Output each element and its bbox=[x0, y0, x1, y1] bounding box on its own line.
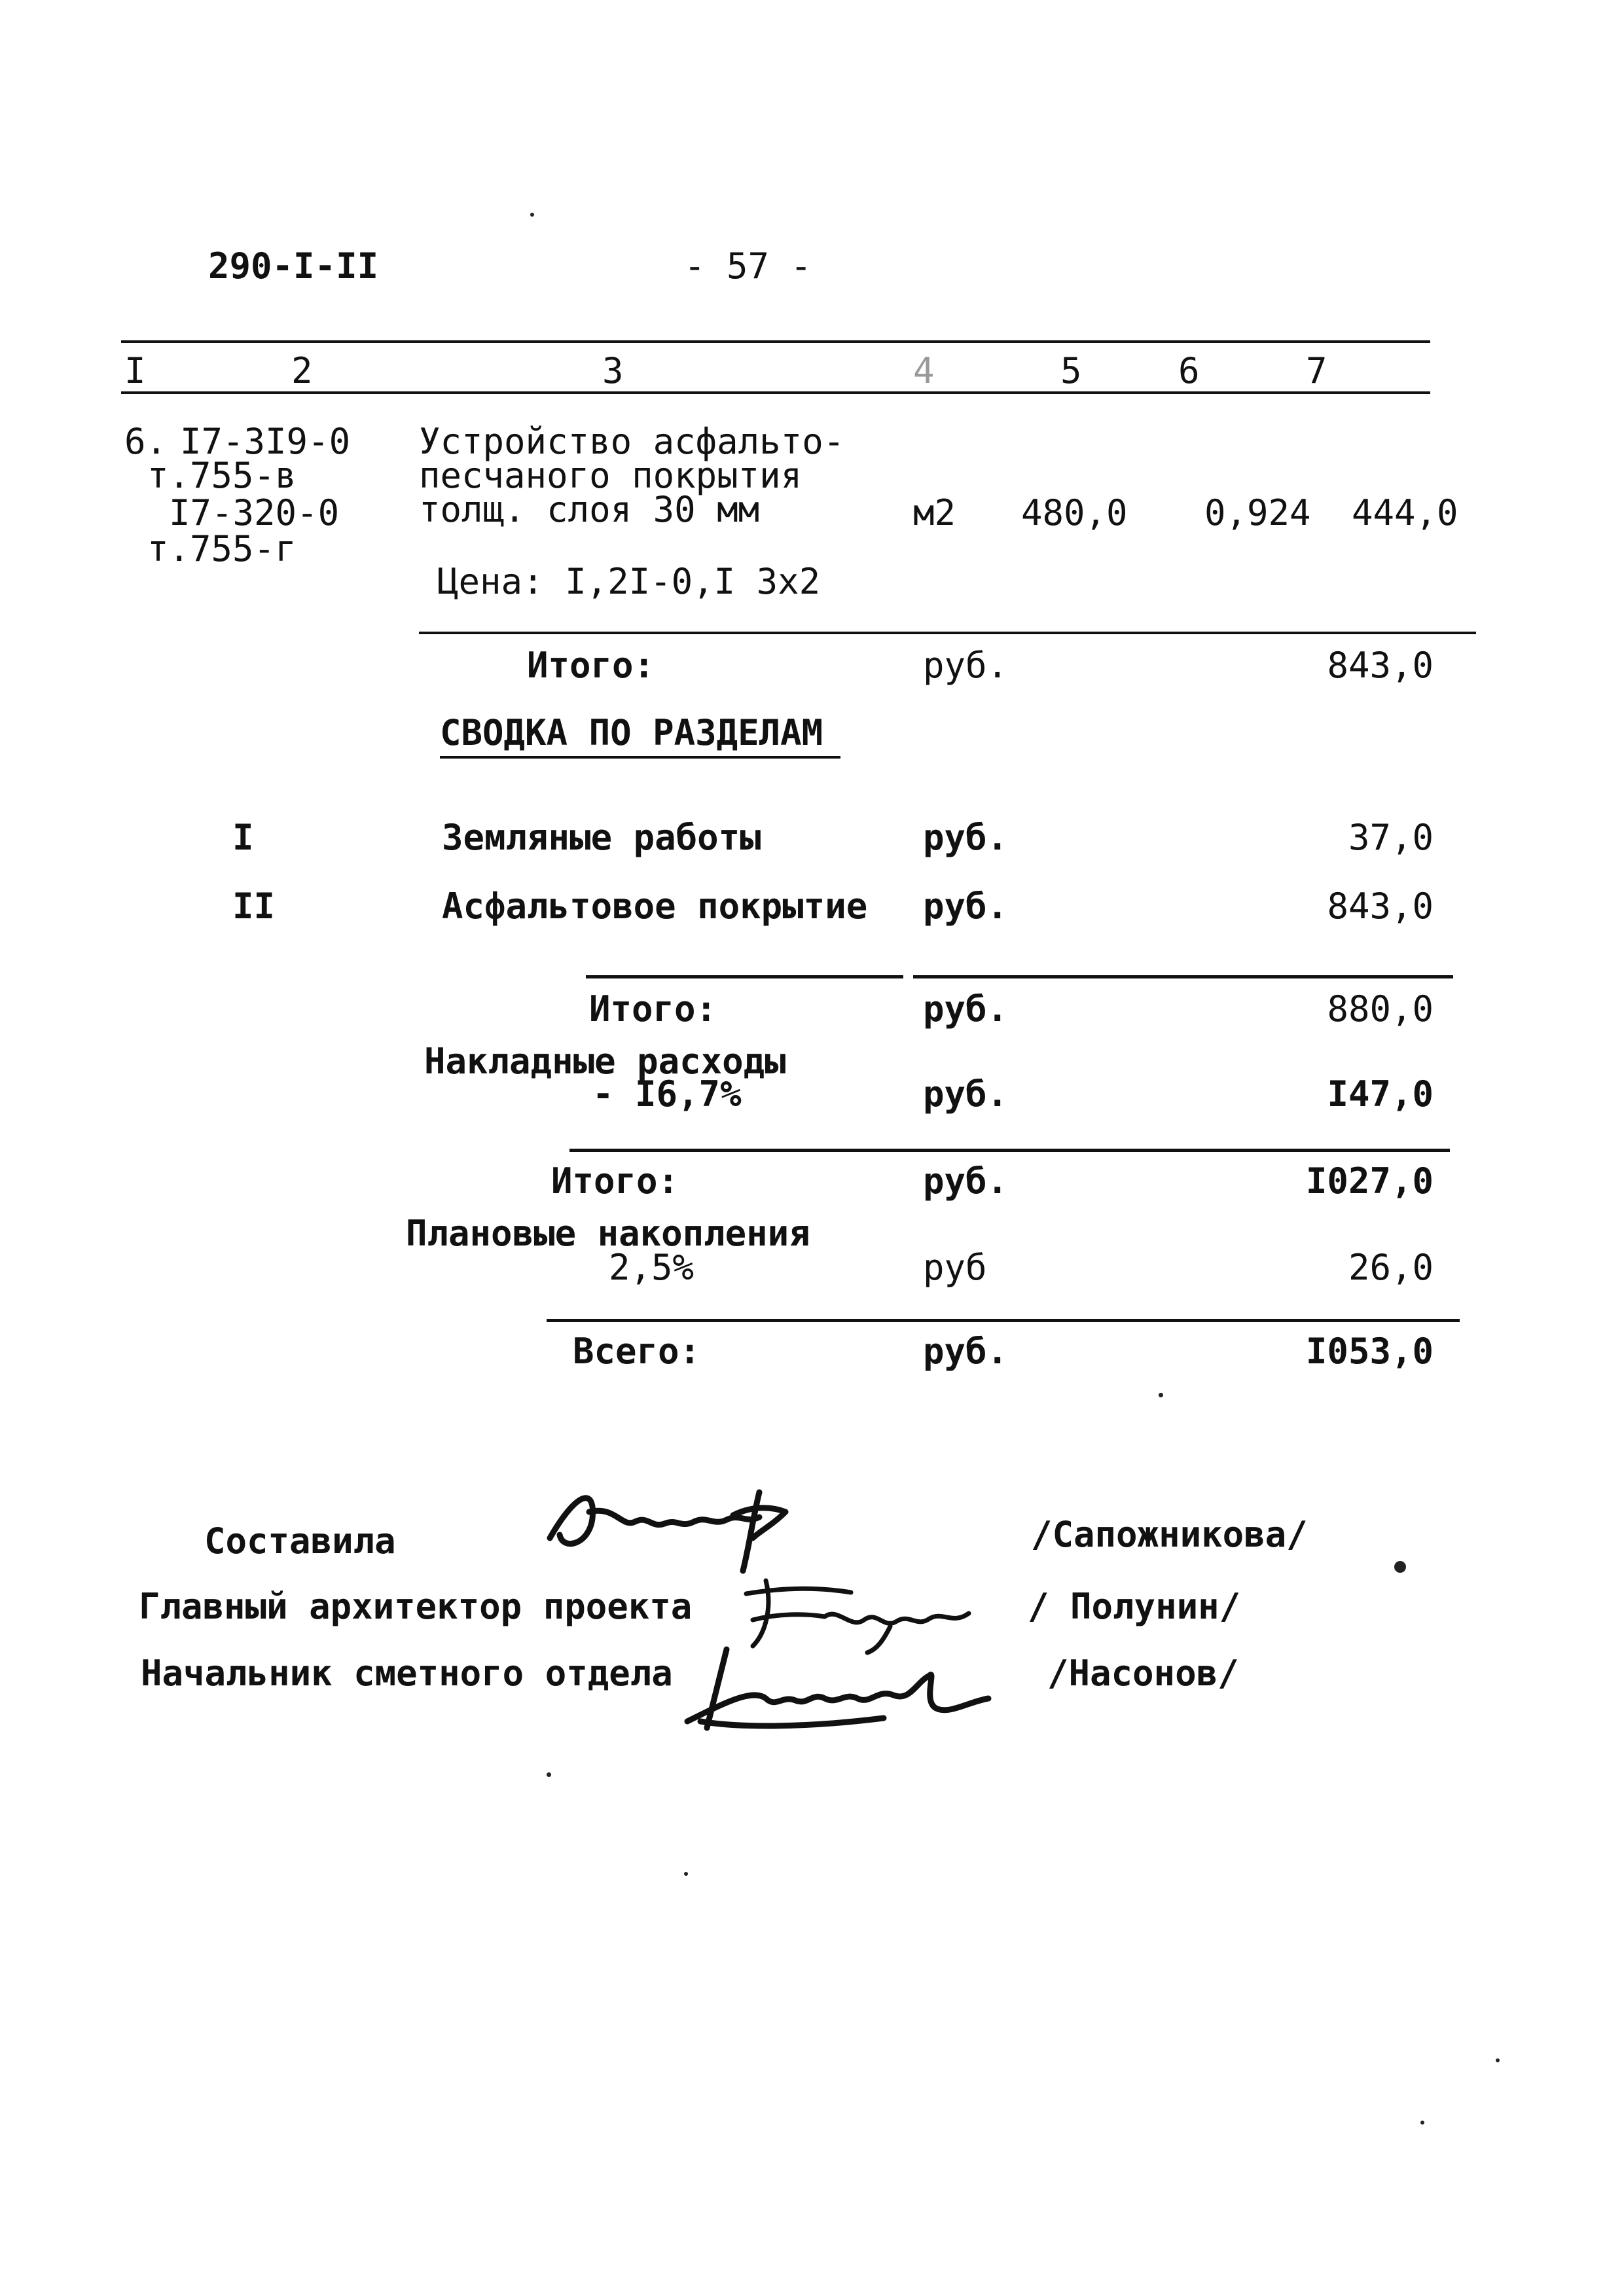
subtotal-unit: руб. bbox=[923, 645, 1009, 686]
page-number: - 57 - bbox=[684, 245, 812, 287]
section-2-value: 843,0 bbox=[1327, 886, 1434, 927]
signatory-2-role: Главный архитектор проекта bbox=[139, 1586, 693, 1627]
document-code: 290-I-II bbox=[208, 245, 379, 287]
planned-unit: руб bbox=[923, 1247, 987, 1288]
signatory-1-name: /Сапожникова/ bbox=[1031, 1514, 1308, 1555]
planned-value: 26,0 bbox=[1348, 1247, 1434, 1288]
item-unit: м2 bbox=[913, 492, 956, 533]
item-index: 6. bbox=[124, 421, 168, 462]
column-header-3: 3 bbox=[602, 350, 624, 391]
column-header-7: 7 bbox=[1306, 350, 1327, 391]
signature-3-handwriting bbox=[674, 1636, 1015, 1741]
item-code-4: т.755-г bbox=[147, 528, 297, 569]
item-description-line-2: песчаного покрытия bbox=[419, 455, 803, 496]
overhead-label-line-2: - I6,7% bbox=[592, 1073, 742, 1115]
column-header-5: 5 bbox=[1060, 350, 1082, 391]
section-2-number: II bbox=[232, 886, 276, 927]
column-header-1: I bbox=[124, 350, 146, 391]
itogo2-unit: руб. bbox=[923, 1160, 1009, 1202]
scan-speck bbox=[1420, 2121, 1424, 2125]
scan-speck bbox=[530, 213, 534, 217]
scan-speck bbox=[1496, 2058, 1500, 2062]
overhead-unit: руб. bbox=[923, 1073, 1009, 1115]
subtotal-label: Итого: bbox=[527, 645, 655, 686]
overhead-value: I47,0 bbox=[1327, 1073, 1434, 1115]
itogo2-value: I027,0 bbox=[1305, 1160, 1434, 1202]
itogo1-value: 880,0 bbox=[1327, 988, 1434, 1030]
scan-speck bbox=[547, 1772, 551, 1777]
signatory-3-name: /Насонов/ bbox=[1047, 1653, 1239, 1694]
signatory-2-name: / Полунин/ bbox=[1028, 1586, 1241, 1627]
grand-total-value: I053,0 bbox=[1305, 1331, 1434, 1372]
overhead-label-line-1: Накладные расходы bbox=[424, 1041, 786, 1082]
scan-speck bbox=[1394, 1561, 1406, 1573]
subtotal-rule bbox=[419, 632, 1476, 634]
item-description-line-1: Устройство асфальто- bbox=[419, 421, 845, 462]
grand-total-label: Всего: bbox=[573, 1331, 701, 1372]
itogo2-label: Итого: bbox=[551, 1160, 679, 1202]
column-header-4: 4 bbox=[913, 350, 935, 391]
section-1-number: I bbox=[232, 817, 254, 858]
signature-1-handwriting bbox=[537, 1466, 877, 1577]
planned-label-line-1: Плановые накопления bbox=[406, 1213, 810, 1254]
section-1-value: 37,0 bbox=[1348, 817, 1434, 858]
item-code-3: I7-320-0 bbox=[169, 492, 340, 533]
itogo1-rule-left bbox=[586, 975, 903, 978]
section-1-unit: руб. bbox=[923, 817, 1009, 858]
itogo1-label: Итого: bbox=[589, 988, 717, 1030]
summary-heading-underline bbox=[440, 756, 840, 759]
grand-total-rule bbox=[547, 1319, 1460, 1322]
item-total: 444,0 bbox=[1352, 492, 1458, 533]
table-top-rule bbox=[121, 340, 1430, 343]
planned-label-line-2: 2,5% bbox=[609, 1247, 695, 1288]
column-header-6: 6 bbox=[1178, 350, 1200, 391]
subtotal-value: 843,0 bbox=[1327, 645, 1434, 686]
scan-speck bbox=[684, 1872, 688, 1876]
item-description-line-3: толщ. слоя 30 мм bbox=[419, 489, 760, 530]
summary-heading: СВОДКА ПО РАЗДЕЛАМ bbox=[440, 712, 823, 753]
item-unit-price: 0,924 bbox=[1204, 492, 1311, 533]
item-price-note: Цена: I,2I-0,I 3x2 bbox=[437, 561, 821, 602]
item-code-1: I7-3I9-0 bbox=[180, 421, 351, 462]
item-code-2: т.755-в bbox=[147, 455, 297, 496]
table-header-rule bbox=[121, 391, 1430, 394]
itogo2-rule bbox=[569, 1149, 1450, 1152]
scan-speck bbox=[1159, 1393, 1163, 1397]
item-quantity: 480,0 bbox=[1021, 492, 1128, 533]
itogo1-rule-right bbox=[913, 975, 1453, 978]
section-2-name: Асфальтовое покрытие bbox=[442, 886, 868, 927]
column-header-2: 2 bbox=[291, 350, 313, 391]
section-1-name: Земляные работы bbox=[442, 817, 761, 858]
signatory-1-role: Составила bbox=[204, 1520, 396, 1562]
grand-total-unit: руб. bbox=[923, 1331, 1009, 1372]
section-2-unit: руб. bbox=[923, 886, 1009, 927]
itogo1-unit: руб. bbox=[923, 988, 1009, 1030]
signatory-3-role: Начальник сметного отдела bbox=[141, 1653, 673, 1694]
